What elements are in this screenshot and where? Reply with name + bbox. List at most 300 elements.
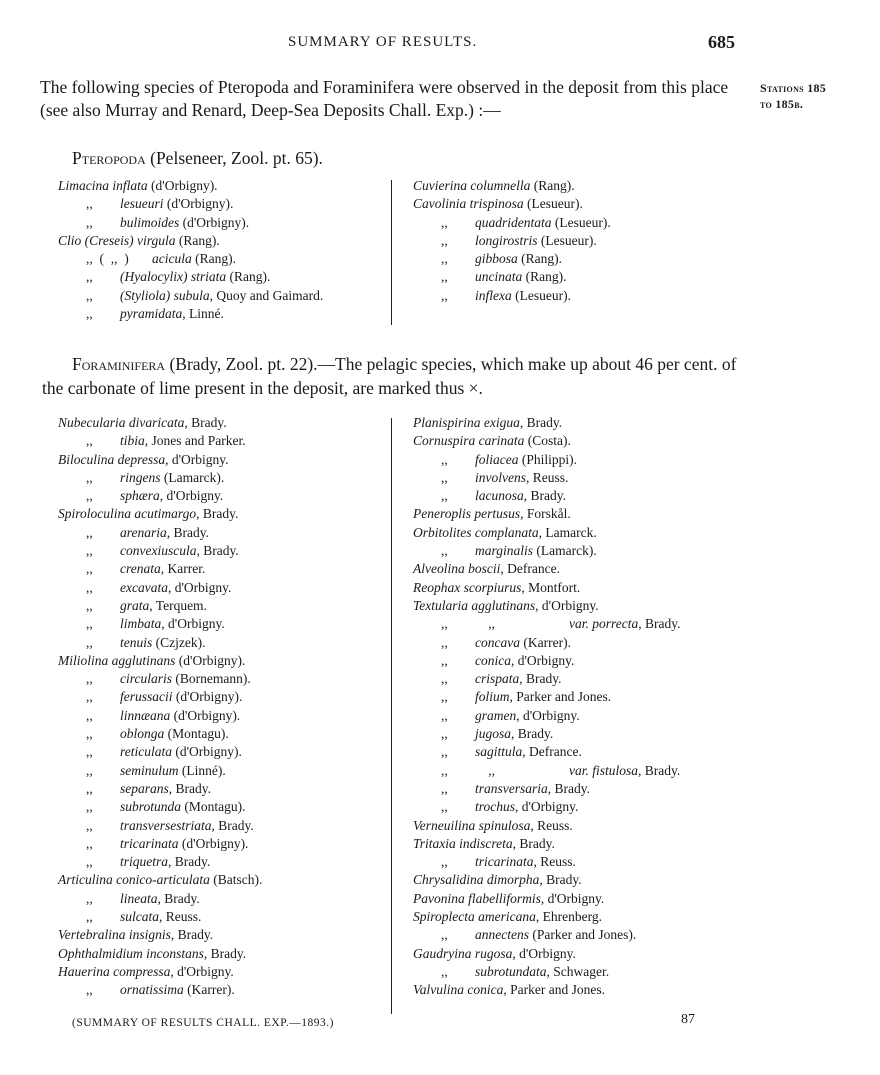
species-name: seminulum [120,762,179,778]
species-entry [413,560,681,578]
species-authority: , Defrance. [500,561,560,577]
species-entry [58,560,262,578]
species-name: trochus [475,799,515,815]
foraminifera-heading-rest: (Brady, Zool. pt. 22).—The pelagic species, which make up about 46 per cent. of the carbonate of lime present in the deposit, are marked thus ×. [42,354,737,398]
species-name: Spiroloculina acutimargo [58,506,197,522]
species-name: Miliolina agglutinans [58,652,176,668]
species-name: longirostris [475,232,538,248]
species-name: ornatissima [120,982,184,998]
species-entry [413,414,681,432]
species-authority: (Lesueur). [511,287,571,303]
species-entry [413,725,681,743]
species-authority: , Reuss. [525,469,569,485]
species-name: Verneuilina spinulosa [413,817,531,833]
species-entry [58,505,262,523]
species-authority: , Brady. [196,543,239,559]
species-authority: (Karrer). [183,982,235,998]
species-name: oblonga [120,726,165,742]
ditto-mark: ,, [86,726,93,742]
species-name: sagittula [475,744,523,760]
pteropoda-right-column [413,177,611,305]
species-authority: , d'Orbigny. [161,616,225,632]
ditto-mark: ,, [86,817,93,833]
species-authority: , d'Orbigny. [512,945,576,961]
species-name: triquetra [120,854,169,870]
species-entry [413,177,611,195]
running-header-title: SUMMARY OF RESULTS. [288,34,478,50]
ditto-mark: ,, [86,287,93,303]
species-entry [413,505,681,523]
ditto-mark: ,, [86,579,93,595]
species-entry [413,780,681,798]
species-name: pyramidata [120,306,183,322]
species-name: convexiuscula [120,543,197,559]
species-entry [413,634,681,652]
species-authority: (Rang). [522,269,567,285]
species-authority: , Forskål. [520,506,571,522]
species-name: circularis [120,671,172,687]
species-name: Vertebralina insignis [58,927,171,943]
ditto-mark: ,, [86,671,93,687]
species-entry [413,981,681,999]
ditto-mark: ,, [86,634,93,650]
species-entry [58,652,262,670]
species-name: Tritaxia indiscreta [413,835,513,851]
species-authority: (Montagu). [164,726,229,742]
ditto-mark: ,, ,, [441,762,495,778]
species-authority: , Brady. [157,890,200,906]
species-name: ringens [120,469,161,485]
ditto-mark: ,, [86,561,93,577]
ditto-mark: ,, [86,890,93,906]
ditto-mark: ,, [441,488,448,504]
species-entry [413,890,681,908]
species-name: limbata [120,616,162,632]
species-authority: (Lesueur). [551,214,611,230]
species-name: gramen [475,707,517,723]
species-entry [413,615,681,633]
species-name: marginalis [475,543,534,559]
ditto-mark: ,, [86,433,93,449]
species-name: Pavonina flabelliformis [413,890,541,906]
species-name: var. porrecta [569,616,639,632]
species-authority: , Brady. [203,945,247,961]
species-authority: (Rang). [191,251,236,267]
species-authority: (Batsch). [209,872,263,888]
species-entry [413,798,681,816]
species-entry [58,268,323,286]
pteropoda-heading [72,148,323,169]
species-name: ferussacii [120,689,173,705]
ditto-mark: ,, [441,689,448,705]
species-authority: , d'Orbigny. [159,488,224,504]
species-authority: (Linné). [178,762,226,778]
species-name: Cavolinia trispinosa [413,196,524,212]
ditto-mark: ,, [441,799,448,815]
pteropoda-left-column [58,177,323,323]
species-name: (Hyalocylix) striata [120,269,227,285]
ditto-mark: ,, [441,854,448,870]
species-name: quadridentata [475,214,552,230]
ditto-mark: ,, [86,854,93,870]
species-name: tricarinata [475,854,534,870]
species-entry [58,487,262,505]
ditto-mark: ,, [441,726,448,742]
species-name: Spiroplecta americana [413,909,536,925]
ditto-mark: ,, [86,196,93,212]
margin-note-stations [760,80,826,112]
species-name: (Styliola) subula [120,287,210,303]
ditto-mark: ,, [441,469,448,485]
species-name: Valvulina conica [413,982,504,998]
species-name: lacunosa [475,488,524,504]
species-name: Hauerina compressa [58,963,171,979]
species-entry [413,853,681,871]
species-name: jugosa [475,726,512,742]
signature-number: 87 [681,1012,695,1027]
species-entry [413,817,681,835]
species-name: sphæra [120,488,160,504]
species-entry [58,835,262,853]
species-name: excavata [120,579,168,595]
species-authority: , Reuss. [530,817,573,833]
species-entry [58,871,262,889]
species-entry [413,707,681,725]
species-entry [58,305,323,323]
ditto-mark: ,, [441,744,448,760]
species-entry [413,524,681,542]
species-name: Orbitolites complanata [413,524,539,540]
ditto-mark: ,, [441,287,448,303]
ditto-mark: ,, [86,616,93,632]
species-name: Limacina inflata [58,178,148,193]
species-entry [58,214,323,232]
species-authority: (Rang). [530,178,575,193]
species-authority: (Karrer). [519,634,571,650]
species-name: lesueuri [120,196,164,212]
species-entry [413,542,681,560]
species-authority: , Brady. [547,780,591,796]
species-name: tenuis [120,634,153,650]
ditto-mark: ,, [86,524,93,540]
species-entry [58,177,323,195]
species-authority: (Costa). [524,433,571,449]
species-authority: , Schwager. [546,963,610,979]
species-entry [58,432,262,450]
species-authority: , d'Orbigny. [516,707,580,723]
species-entry [58,908,262,926]
species-entry [413,652,681,670]
ditto-mark: ,, [86,780,93,796]
species-name: Nubecularia divaricata [58,415,185,430]
species-name: Gaudryina rugosa [413,945,513,961]
species-entry [58,707,262,725]
species-authority: (Lamarck). [533,543,597,559]
species-authority: (Lesueur). [537,232,597,248]
species-entry [58,634,262,652]
species-authority: (Montagu). [181,799,246,815]
species-name: gibbosa [475,251,518,267]
species-name: Clio (Creseis) virgula [58,232,176,248]
foraminifera-column-divider [391,418,392,1014]
species-entry [413,835,681,853]
species-entry [413,926,681,944]
species-authority: , Brady. [211,817,254,833]
species-authority: (Rang). [226,269,271,285]
species-entry [58,579,262,597]
ditto-mark: ,, [86,744,93,760]
species-entry [58,798,262,816]
species-entry [58,250,323,268]
species-authority: , d'Orbigny. [515,799,579,815]
species-entry [58,597,262,615]
species-authority: (Rang). [175,232,220,248]
species-authority: , Linné. [182,306,224,322]
ditto-mark: ,, [441,963,448,979]
species-name: folium [475,689,510,705]
page-number: 685 [708,32,735,52]
ditto-mark: ,, [441,780,448,796]
species-authority: , Brady. [166,524,209,540]
species-authority: , Brady. [196,506,239,522]
species-authority: (Rang). [517,251,563,267]
species-entry [413,743,681,761]
pteropoda-column-divider [391,180,392,325]
species-authority: (d'Orbigny). [179,214,250,230]
foraminifera-left-column [58,414,262,1000]
ditto-mark: ,, [441,671,448,687]
ditto-mark: ,, [441,451,448,467]
species-name: Reophax scorpiurus [413,579,522,595]
species-authority: , d'Orbigny. [165,451,229,467]
species-authority: , Defrance. [522,744,582,760]
species-entry [58,981,262,999]
species-entry [58,615,262,633]
species-name: involvens [475,469,526,485]
species-authority: , Brady. [168,780,212,796]
species-authority: , Karrer. [160,561,206,577]
ditto-mark: ,, [441,652,448,668]
species-authority: , Montfort. [521,579,581,595]
species-authority: (d'Orbigny). [163,196,234,212]
species-name: var. fistulosa [569,762,639,778]
ditto-mark: ,, [441,707,448,723]
species-entry [58,926,262,944]
intro-paragraph: The following species of Pteropoda and Foraminifera were observed in the deposit from this place (see also Murray and Renard, Deep-Sea Deposits Chall. Exp.) :— [40,77,729,120]
species-entry [58,817,262,835]
species-name: Ophthalmidium inconstans [58,945,204,961]
species-entry [58,890,262,908]
stations-line-2: to 185b. [760,97,804,111]
species-name: grata [120,597,150,613]
species-authority: , d'Orbigny. [167,579,232,595]
species-authority: , d'Orbigny. [535,597,599,613]
species-entry [413,268,611,286]
species-authority: , Ehrenberg. [535,909,602,925]
species-name: separans [120,780,169,796]
species-name: crispata [475,671,520,687]
species-authority: (d'Orbigny). [172,744,242,760]
footer-note: (SUMMARY OF RESULTS CHALL. EXP.—1893.) [72,1017,334,1029]
ditto-mark: ,, [86,469,93,485]
species-entry [413,762,681,780]
foraminifera-heading-name: Foraminifera [72,354,166,374]
species-name: Cornuspira carinata [413,433,525,449]
foraminifera-right-column [413,414,681,1000]
foraminifera-heading [42,352,742,400]
ditto-mark: ,, ( ,, ) [86,251,129,267]
species-name: tibia [120,433,145,449]
ditto-mark: ,, [86,762,93,778]
species-authority: , Brady. [168,854,211,870]
species-entry [413,250,611,268]
species-name: subrotundata [475,963,547,979]
species-authority: , Jones and Parker. [144,433,246,449]
species-authority: , Brady. [511,726,554,742]
species-authority: , Brady. [638,762,681,778]
species-entry [413,963,681,981]
ditto-mark: ,, [441,269,448,285]
species-name: sulcata [120,909,159,925]
species-entry [58,287,323,305]
species-entry [413,214,611,232]
ditto-mark: ,, [86,689,93,705]
species-name: annectens [475,927,529,943]
species-name: reticulata [120,744,172,760]
species-entry [413,670,681,688]
species-authority: , Terquem. [149,597,207,613]
species-authority: , Brady. [512,835,555,851]
species-name: tricarinata [120,835,179,851]
ditto-mark: ,, [86,909,93,925]
species-entry [413,287,611,305]
species-entry [58,780,262,798]
species-authority: , d'Orbigny. [170,963,234,979]
ditto-mark: ,, [86,306,93,322]
species-entry [413,195,611,213]
species-name: conica [475,652,511,668]
species-name: Cuvierina columnella [413,178,531,193]
species-entry [413,469,681,487]
species-entry [413,451,681,469]
species-entry [58,414,262,432]
species-name: Textularia agglutinans [413,597,536,613]
species-entry [58,542,262,560]
ditto-mark: ,, ,, [441,616,495,632]
species-name: Articulina conico-articulata [58,872,210,888]
species-entry [58,524,262,542]
species-entry [413,487,681,505]
species-entry [413,945,681,963]
ditto-mark: ,, [86,214,93,230]
species-authority: , Brady. [523,488,566,504]
species-entry [413,688,681,706]
species-name: uncinata [475,269,523,285]
species-name: bulimoides [120,214,180,230]
ditto-mark: ,, [441,927,448,943]
species-authority: , Lamarck. [538,524,597,540]
species-entry [413,432,681,450]
species-name: linnæana [120,707,171,723]
species-authority: , Brady. [519,671,562,687]
ditto-mark: ,, [441,232,448,248]
ditto-mark: ,, [441,543,448,559]
species-entry [413,871,681,889]
ditto-mark: ,, [86,982,93,998]
species-name: transversaria [475,780,548,796]
species-name: Planispirina exigua [413,415,520,430]
species-entry [58,762,262,780]
pteropoda-heading-name: Pteropoda [72,148,146,168]
species-entry [58,469,262,487]
species-name: subrotunda [120,799,182,815]
species-name: crenata [120,561,161,577]
species-entry [413,232,611,250]
species-entry [58,195,323,213]
species-authority: , d'Orbigny. [511,652,575,668]
species-authority: (Lamarck). [160,469,225,485]
ditto-mark: ,, [86,269,93,285]
species-authority: (Bornemann). [172,671,251,687]
species-authority: (d'Orbigny). [147,178,218,193]
ditto-mark: ,, [86,597,93,613]
stations-line-1: Stations 185 [760,81,827,95]
species-authority: (Lesueur). [523,196,583,212]
species-entry [58,688,262,706]
species-authority: , Parker and Jones. [503,982,605,998]
species-name: inflexa [475,287,512,303]
species-authority: , Reuss. [533,854,576,870]
species-authority: (Parker and Jones). [528,927,637,943]
species-name: transversestriata [120,817,212,833]
species-authority: , Parker and Jones. [509,689,612,705]
species-name: lineata [120,890,158,906]
species-authority: , Brady. [638,616,681,632]
species-name: Biloculina depressa [58,451,166,467]
ditto-mark: ,, [86,707,93,723]
species-name: Peneroplis pertusus [413,506,521,522]
species-name: arenaria [120,524,167,540]
species-authority: , d'Orbigny. [540,890,605,906]
species-authority: (d'Orbigny). [175,652,246,668]
species-entry [58,963,262,981]
species-name: Alveolina boscii [413,561,501,577]
ditto-mark: ,, [86,488,93,504]
species-name: acicula [152,251,192,267]
species-entry [58,670,262,688]
species-entry [413,908,681,926]
species-name: Chrysalidina dimorpha [413,872,540,888]
species-entry [413,597,681,615]
ditto-mark: ,, [86,799,93,815]
species-authority: (d'Orbigny). [170,707,241,723]
species-authority: , Brady. [539,872,582,888]
species-entry [58,725,262,743]
ditto-mark: ,, [86,543,93,559]
species-entry [58,232,323,250]
species-entry [58,451,262,469]
pteropoda-heading-ref: (Pelseneer, Zool. pt. 65). [145,148,323,168]
species-name: foliacea [475,451,519,467]
species-name: concava [475,634,520,650]
species-authority: (d'Orbigny). [178,835,249,851]
species-authority: , Brady. [519,415,563,430]
ditto-mark: ,, [86,835,93,851]
species-entry [413,579,681,597]
ditto-mark: ,, [441,251,448,267]
species-authority: , Quoy and Gaimard. [209,287,324,303]
species-entry [58,743,262,761]
